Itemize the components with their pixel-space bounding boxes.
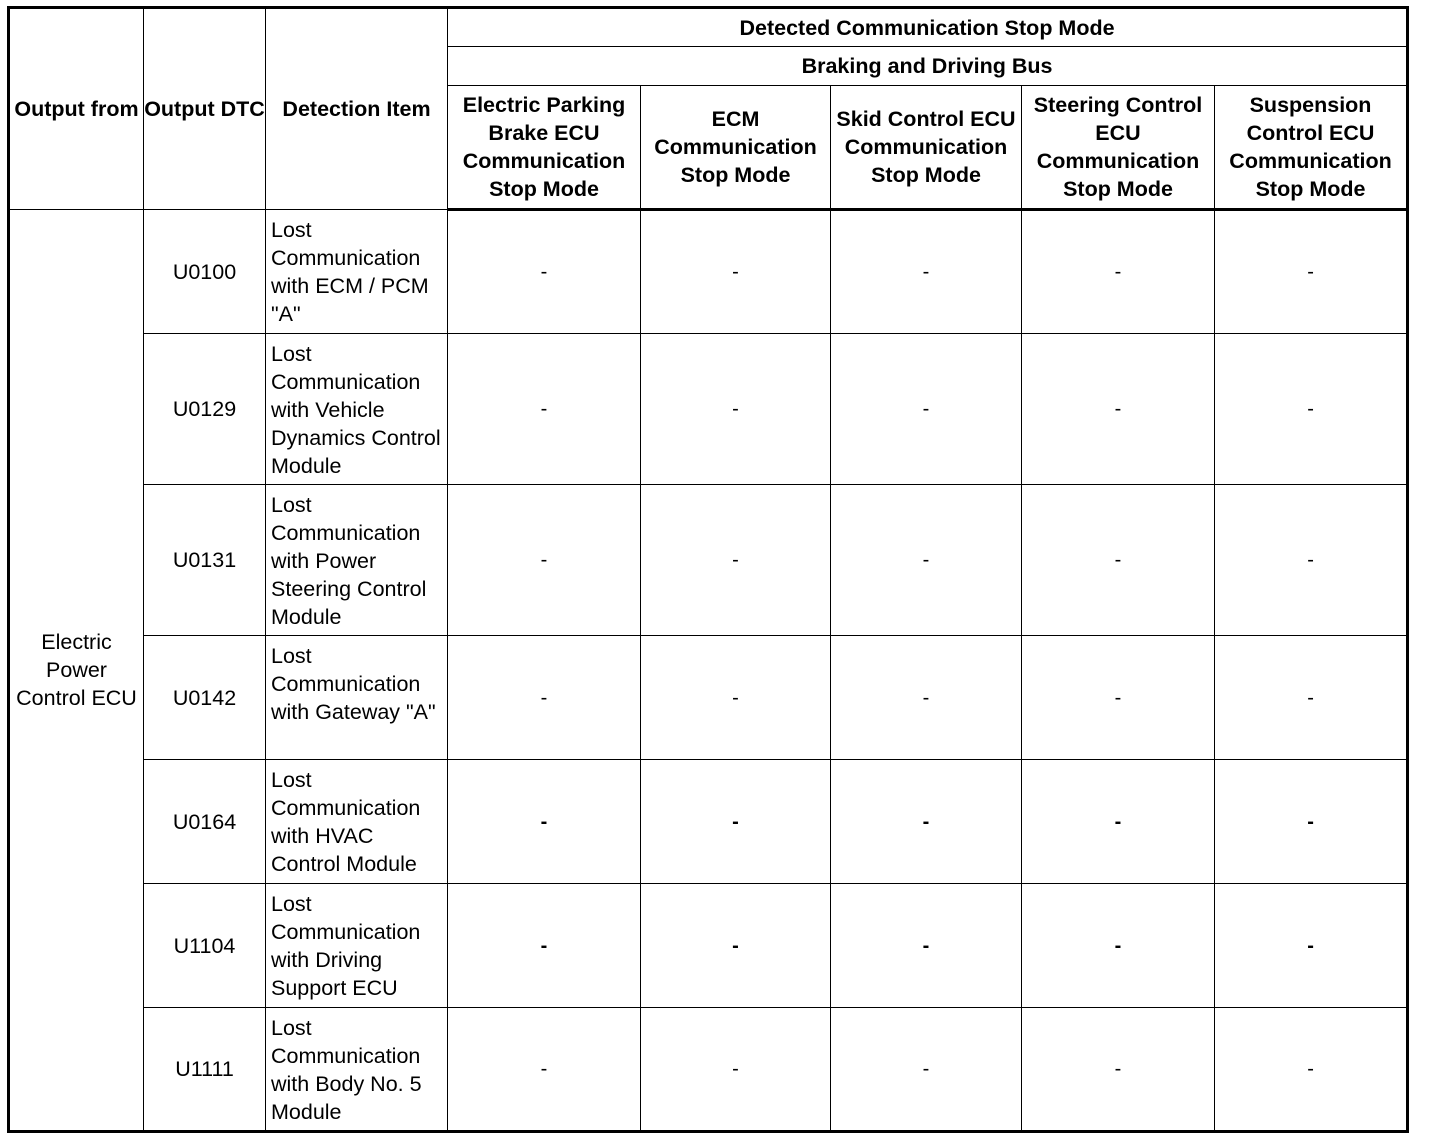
mode-cell: - bbox=[448, 334, 641, 485]
mode-cell: - bbox=[641, 636, 831, 760]
mode-cell: - bbox=[831, 884, 1022, 1008]
mode-cell: - bbox=[641, 210, 831, 334]
header-mode-ecm: ECM Communication Stop Mode bbox=[641, 86, 831, 210]
mode-cell: - bbox=[1022, 210, 1215, 334]
mode-cell: - bbox=[1022, 884, 1215, 1008]
detection-item-cell: Lost Communication with Power Steering Control Module bbox=[266, 485, 448, 636]
header-mode-suspension-control-ecu: Suspension Control ECU Communication Stop Mode bbox=[1215, 86, 1408, 210]
mode-cell: - bbox=[1215, 636, 1408, 760]
dtc-cell: U1111 bbox=[144, 1008, 266, 1132]
mode-cell: - bbox=[831, 636, 1022, 760]
mode-cell: - bbox=[831, 485, 1022, 636]
mode-cell: - bbox=[448, 485, 641, 636]
mode-cell: - bbox=[1215, 485, 1408, 636]
mode-cell: - bbox=[641, 884, 831, 1008]
mode-cell: - bbox=[1215, 884, 1408, 1008]
header-detected-communication-stop-mode: Detected Communication Stop Mode bbox=[448, 8, 1408, 47]
detection-item-cell: Lost Communication with Vehicle Dynamics Control Module bbox=[266, 334, 448, 485]
mode-cell: - bbox=[641, 334, 831, 485]
header-output-dtc: Output DTC bbox=[144, 8, 266, 210]
mode-cell: - bbox=[831, 210, 1022, 334]
mode-cell: - bbox=[448, 760, 641, 884]
mode-cell: - bbox=[831, 334, 1022, 485]
dtc-cell: U0131 bbox=[144, 485, 266, 636]
mode-cell: - bbox=[641, 760, 831, 884]
table-row bbox=[9, 334, 1408, 485]
dtc-table-container bbox=[7, 6, 1409, 1133]
dtc-communication-stop-table bbox=[7, 6, 1409, 1133]
table-row bbox=[9, 636, 1408, 760]
header-mode-skid-control-ecu: Skid Control ECU Communication Stop Mode bbox=[831, 86, 1022, 210]
dtc-cell: U0129 bbox=[144, 334, 266, 485]
output-from-cell: Electric Power Control ECU bbox=[9, 210, 144, 1132]
mode-cell: - bbox=[1022, 760, 1215, 884]
detection-item-cell: Lost Communication with Gateway "A" bbox=[266, 636, 448, 760]
detection-item-cell: Lost Communication with ECM / PCM "A" bbox=[266, 210, 448, 334]
table-row bbox=[9, 485, 1408, 636]
mode-cell: - bbox=[1215, 210, 1408, 334]
detection-item-cell: Lost Communication with Body No. 5 Module bbox=[266, 1008, 448, 1132]
mode-cell: - bbox=[1022, 334, 1215, 485]
mode-cell: - bbox=[641, 1008, 831, 1132]
table-row bbox=[9, 210, 1408, 334]
table-row bbox=[9, 1008, 1408, 1132]
mode-cell: - bbox=[831, 1008, 1022, 1132]
detection-item-cell: Lost Communication with Driving Support ECU bbox=[266, 884, 448, 1008]
header-mode-steering-control-ecu: Steering Control ECU Communication Stop Mode bbox=[1022, 86, 1215, 210]
table-row bbox=[9, 884, 1408, 1008]
header-output-from: Output from bbox=[9, 8, 144, 210]
detection-item-cell: Lost Communication with HVAC Control Module bbox=[266, 760, 448, 884]
mode-cell: - bbox=[1022, 1008, 1215, 1132]
mode-cell: - bbox=[448, 884, 641, 1008]
dtc-cell: U0142 bbox=[144, 636, 266, 760]
mode-cell: - bbox=[831, 760, 1022, 884]
mode-cell: - bbox=[1215, 760, 1408, 884]
header-detection-item: Detection Item bbox=[266, 8, 448, 210]
mode-cell: - bbox=[641, 485, 831, 636]
dtc-cell: U0164 bbox=[144, 760, 266, 884]
header-mode-epb-ecu: Electric Parking Brake ECU Communication Stop Mode bbox=[448, 86, 641, 210]
dtc-cell: U0100 bbox=[144, 210, 266, 334]
mode-cell: - bbox=[1022, 636, 1215, 760]
mode-cell: - bbox=[1215, 334, 1408, 485]
mode-cell: - bbox=[448, 210, 641, 334]
mode-cell: - bbox=[448, 636, 641, 760]
table-row bbox=[9, 760, 1408, 884]
mode-cell: - bbox=[1215, 1008, 1408, 1132]
mode-cell: - bbox=[1022, 485, 1215, 636]
dtc-cell: U1104 bbox=[144, 884, 266, 1008]
header-braking-and-driving-bus: Braking and Driving Bus bbox=[448, 47, 1408, 86]
mode-cell: - bbox=[448, 1008, 641, 1132]
